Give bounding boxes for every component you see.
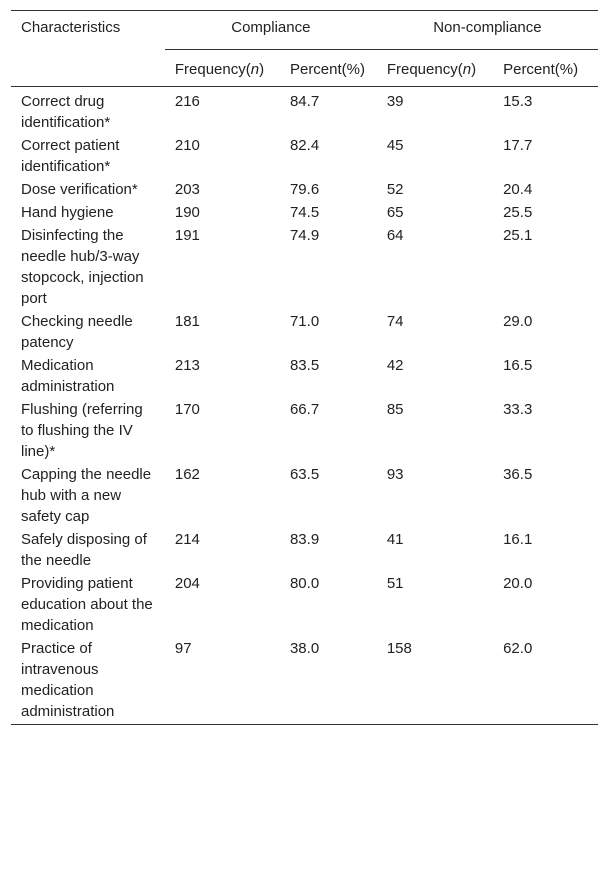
noncompliance-frequency-cell: 158 — [386, 640, 412, 657]
noncompliance-frequency-cell: 39 — [386, 93, 404, 110]
noncompliance-frequency-cell: 85 — [386, 401, 404, 418]
noncompliance-percent-cell: 25.5 — [503, 204, 533, 221]
compliance-percent-cell: 71.0 — [289, 313, 320, 330]
compliance-frequency-cell: 216 — [174, 93, 200, 110]
row-characteristic: Correct patient identification* — [21, 137, 120, 175]
row-characteristic: Hand hygiene — [21, 204, 114, 221]
table-row — [11, 528, 598, 572]
compliance-percent-cell: 83.5 — [289, 357, 320, 374]
compliance-frequency-cell: 213 — [174, 357, 200, 374]
table-row — [11, 87, 598, 135]
compliance-percent-cell: 74.5 — [289, 204, 320, 221]
compliance-frequency-cell: 162 — [174, 466, 200, 483]
compliance-frequency-cell: 181 — [174, 313, 200, 330]
noncompliance-frequency-cell: 42 — [386, 357, 404, 374]
noncompliance-percent-cell: 20.4 — [503, 181, 533, 198]
compliance-frequency-cell: 97 — [174, 640, 192, 657]
noncompliance-percent-cell: 17.7 — [503, 137, 533, 154]
noncompliance-frequency-cell: 64 — [386, 227, 404, 244]
compliance-percent-cell: 66.7 — [289, 401, 320, 418]
compliance-frequency-cell: 191 — [174, 227, 200, 244]
compliance-percent-cell: 80.0 — [289, 575, 320, 592]
compliance-table — [11, 10, 598, 724]
compliance-frequency-cell: 214 — [174, 531, 200, 548]
row-characteristic: Dose verification* — [21, 181, 138, 198]
noncompliance-percent-cell: 25.1 — [503, 227, 533, 244]
row-characteristic: Flushing (referring to flushing the IV line)* — [21, 401, 143, 460]
table-row — [11, 398, 598, 463]
table-row — [11, 637, 598, 724]
noncompliance-percent-cell: 29.0 — [503, 313, 533, 330]
row-characteristic: Correct drug identification* — [21, 93, 111, 131]
noncompliance-percent-cell: 20.0 — [503, 575, 533, 592]
noncompliance-frequency-cell: 51 — [386, 575, 404, 592]
table-row — [11, 134, 598, 178]
compliance-percent-cell: 84.7 — [289, 93, 320, 110]
table-row — [11, 463, 598, 528]
row-characteristic: Practice of intravenous medication administration — [21, 640, 115, 720]
compliance-percent-cell: 79.6 — [289, 181, 320, 198]
header-blank — [11, 50, 165, 87]
compliance-frequency-cell: 204 — [174, 575, 200, 592]
compliance-percent-cell: 83.9 — [289, 531, 320, 548]
noncompliance-frequency-cell: 45 — [386, 137, 404, 154]
noncompliance-percent-cell: 16.1 — [503, 531, 533, 548]
compliance-percent-cell: 38.0 — [289, 640, 320, 657]
table-row — [11, 354, 598, 398]
row-characteristic: Safely disposing of the needle — [21, 531, 147, 569]
noncompliance-percent-cell: 33.3 — [503, 401, 533, 418]
noncompliance-percent-cell: 16.5 — [503, 357, 533, 374]
compliance-frequency-cell: 210 — [174, 137, 200, 154]
header-row-subcolumns — [11, 50, 598, 87]
table-row — [11, 224, 598, 310]
compliance-frequency-cell: 203 — [174, 181, 200, 198]
row-characteristic: Disinfecting the needle hub/3-way stopcock, injection port — [21, 227, 144, 307]
compliance-percent-cell: 74.9 — [289, 227, 320, 244]
noncompliance-frequency-cell: 41 — [386, 531, 404, 548]
header-compliance-frequency: Frequency(n) — [165, 50, 280, 87]
table-row — [11, 572, 598, 637]
table-row — [11, 310, 598, 354]
compliance-percent-cell: 63.5 — [289, 466, 320, 483]
noncompliance-frequency-cell: 65 — [386, 204, 404, 221]
header-noncompliance-percent: Percent(%) — [493, 50, 598, 87]
row-characteristic: Medication administration — [21, 357, 115, 395]
row-characteristic: Capping the needle hub with a new safety cap — [21, 466, 152, 525]
noncompliance-percent-cell: 62.0 — [503, 640, 533, 657]
row-characteristic: Providing patient education about the medication — [21, 575, 153, 634]
table-bottom-rule — [11, 724, 598, 725]
header-compliance: Compliance — [165, 10, 377, 50]
compliance-percent-cell: 82.4 — [289, 137, 320, 154]
noncompliance-frequency-cell: 74 — [386, 313, 404, 330]
compliance-frequency-cell: 190 — [174, 204, 200, 221]
header-noncompliance: Non-compliance — [377, 10, 598, 50]
compliance-frequency-cell: 170 — [174, 401, 200, 418]
header-characteristics: Characteristics — [21, 19, 121, 36]
header-compliance-percent: Percent(%) — [280, 50, 377, 87]
noncompliance-percent-cell: 15.3 — [503, 93, 533, 110]
header-row-groups — [11, 10, 598, 50]
table-row — [11, 201, 598, 224]
noncompliance-percent-cell: 36.5 — [503, 466, 533, 483]
table-row — [11, 178, 598, 201]
header-noncompliance-frequency: Frequency(n) — [377, 50, 493, 87]
row-characteristic: Checking needle patency — [21, 313, 133, 351]
noncompliance-frequency-cell: 93 — [386, 466, 404, 483]
noncompliance-frequency-cell: 52 — [386, 181, 404, 198]
